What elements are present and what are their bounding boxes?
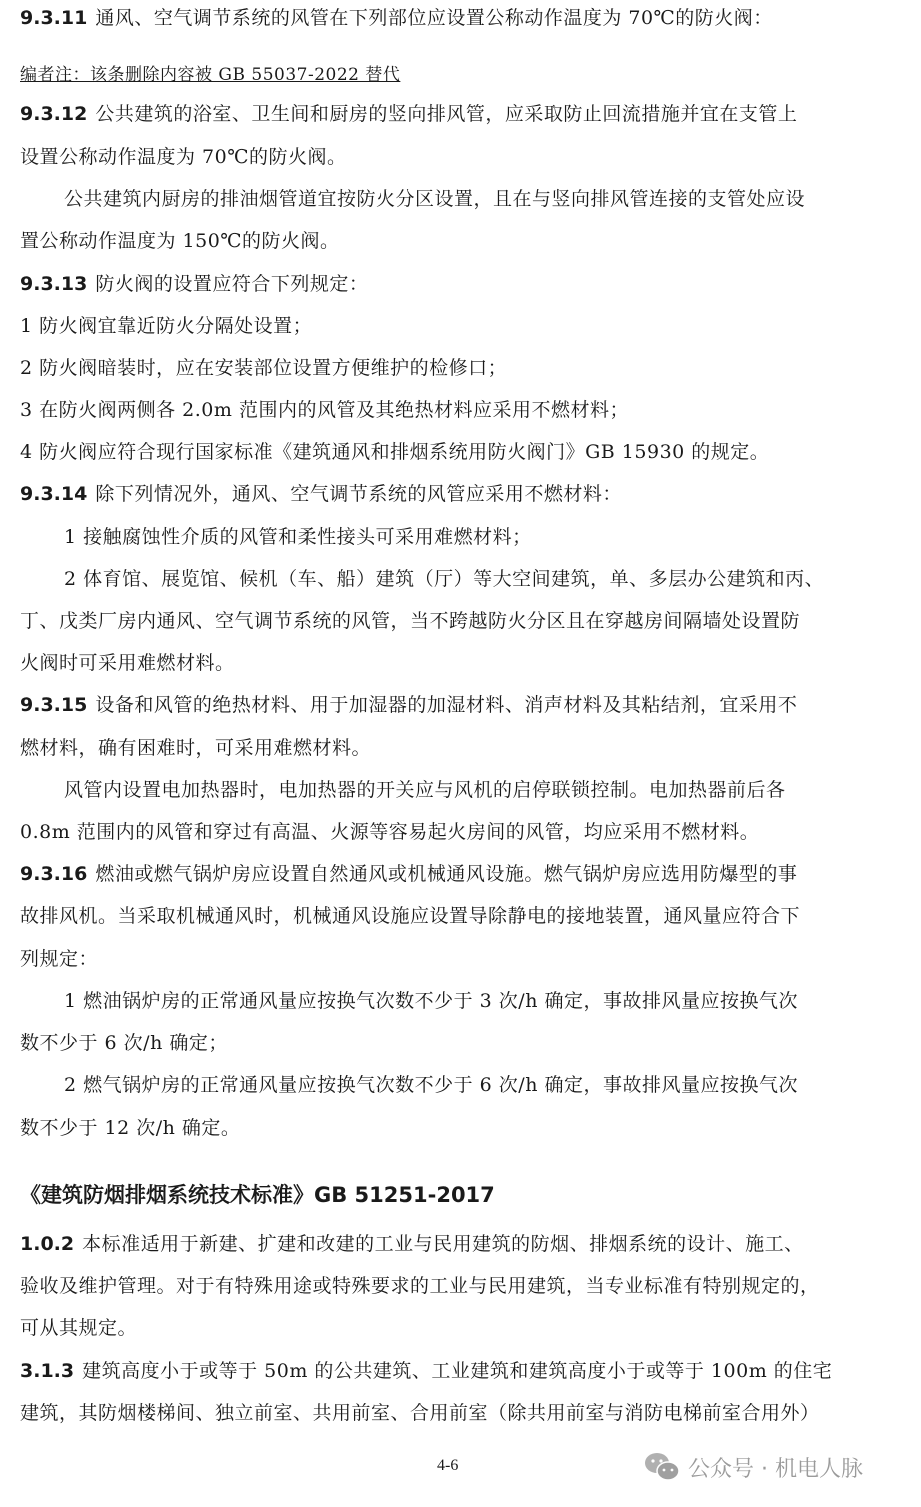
clause-line bbox=[20, 862, 890, 886]
clause-line bbox=[20, 1359, 890, 1383]
text-line bbox=[64, 989, 921, 1013]
text-line bbox=[20, 904, 890, 928]
wechat-icon bbox=[644, 1452, 680, 1482]
text-line bbox=[20, 609, 890, 633]
text-line bbox=[64, 525, 921, 549]
text-line bbox=[20, 314, 890, 338]
line-text: 公共建筑内厨房的排油烟管道宜按防火分区设置，且在与竖向排风管连接的支管处应设 bbox=[64, 188, 806, 210]
line-text: 列规定： bbox=[20, 948, 99, 970]
line-text: 建筑，其防烟楼梯间、独立前室、共用前室、合用前室（除共用前室与消防电梯前室合用外） bbox=[20, 1402, 820, 1424]
line-text: 燃油或燃气锅炉房应设置自然通风或机械通风设施。燃气锅炉房应选用防爆型的事 bbox=[95, 863, 798, 885]
line-text: 公共建筑的浴室、卫生间和厨房的竖向排风管，应采取防止回流措施并宜在支管上 bbox=[95, 103, 798, 125]
text-line bbox=[20, 1116, 890, 1140]
section-heading: 《建筑防烟排烟系统技术标准》GB 51251-2017 bbox=[20, 1183, 495, 1207]
text-line bbox=[20, 1316, 890, 1340]
watermark bbox=[644, 1452, 863, 1482]
line-text: 1 燃油锅炉房的正常通风量应按换气次数不少于 3 次/h 确定，事故排风量应按换气次 bbox=[64, 990, 798, 1012]
text-line bbox=[20, 356, 890, 380]
line-text: 1 防火阀宜靠近防火分隔处设置； bbox=[20, 315, 313, 337]
text-line bbox=[64, 187, 921, 211]
line-text: 设置公称动作温度为 70℃的防火阀。 bbox=[20, 146, 347, 168]
text-line bbox=[20, 820, 890, 844]
line-text: 丁、戊类厂房内通风、空气调节系统的风管，当不跨越防火分区且在穿越房间隔墙处设置防 bbox=[20, 610, 801, 632]
line-text: 2 体育馆、展览馆、候机（车、船）建筑（厅）等大空间建筑，单、多层办公建筑和丙、 bbox=[64, 568, 825, 590]
text-line bbox=[20, 229, 890, 253]
text-line bbox=[64, 1073, 921, 1097]
text-line bbox=[20, 651, 890, 675]
line-text: 除下列情况外，通风、空气调节系统的风管应采用不燃材料： bbox=[95, 483, 622, 505]
clause-number: 9.3.16 bbox=[20, 863, 88, 885]
text-line bbox=[20, 398, 890, 422]
line-text: 燃材料，确有困难时，可采用难燃材料。 bbox=[20, 737, 372, 759]
clause-line bbox=[20, 6, 890, 30]
text-line bbox=[20, 1031, 890, 1055]
text-line bbox=[20, 1274, 890, 1298]
clause-line bbox=[20, 1232, 890, 1256]
text-line bbox=[20, 1401, 890, 1425]
clause-number: 1.0.2 bbox=[20, 1233, 75, 1255]
line-text: 0.8m 范围内的风管和穿过有高温、火源等容易起火房间的风管，均应采用不燃材料。 bbox=[20, 821, 760, 843]
clause-line bbox=[20, 693, 890, 717]
clause-line bbox=[20, 482, 890, 506]
line-text: 1 接触腐蚀性介质的风管和柔性接头可采用难燃材料； bbox=[64, 526, 532, 548]
line-text: 防火阀的设置应符合下列规定： bbox=[95, 273, 369, 295]
line-text: 验收及维护管理。对于有特殊用途或特殊要求的工业与民用建筑，当专业标准有特别规定的， bbox=[20, 1275, 820, 1297]
line-text: 本标准适用于新建、扩建和改建的工业与民用建筑的防烟、排烟系统的设计、施工、 bbox=[82, 1233, 804, 1255]
line-text: 数不少于 6 次/h 确定； bbox=[20, 1032, 228, 1054]
clause-number: 9.3.15 bbox=[20, 694, 88, 716]
clause-number: 3.1.3 bbox=[20, 1360, 75, 1382]
clause-number: 9.3.14 bbox=[20, 483, 88, 505]
line-text: 建筑高度小于或等于 50m 的公共建筑、工业建筑和建筑高度小于或等于 100m 的住宅 bbox=[82, 1360, 833, 1382]
line-text: 2 燃气锅炉房的正常通风量应按换气次数不少于 6 次/h 确定，事故排风量应按换气次 bbox=[64, 1074, 798, 1096]
clause-number: 9.3.12 bbox=[20, 103, 88, 125]
line-text: 可从其规定。 bbox=[20, 1317, 138, 1339]
line-text: 编者注：该条删除内容被 GB 55037-2022 替代 bbox=[20, 65, 401, 85]
line-text: 置公称动作温度为 150℃的防火阀。 bbox=[20, 230, 340, 252]
text-line bbox=[20, 736, 890, 760]
line-text: 风管内设置电加热器时，电加热器的开关应与风机的启停联锁控制。电加热器前后各 bbox=[64, 779, 786, 801]
text-line bbox=[20, 440, 890, 464]
line-text: 数不少于 12 次/h 确定。 bbox=[20, 1117, 241, 1139]
text-line bbox=[20, 947, 890, 971]
clause-number: 9.3.11 bbox=[20, 7, 88, 29]
line-text: 3 在防火阀两侧各 2.0m 范围内的风管及其绝热材料应采用不燃材料； bbox=[20, 399, 629, 421]
line-text: 通风、空气调节系统的风管在下列部位应设置公称动作温度为 70℃的防火阀： bbox=[95, 7, 773, 29]
line-text: 故排风机。当采取机械通风时，机械通风设施应设置导除静电的接地装置，通风量应符合下 bbox=[20, 905, 801, 927]
editor-note bbox=[20, 62, 890, 87]
line-text: 4 防火阀应符合现行国家标准《建筑通风和排烟系统用防火阀门》GB 15930 的规定。 bbox=[20, 441, 770, 463]
page-number: 4-6 bbox=[437, 1457, 459, 1474]
line-text: 设备和风管的绝热材料、用于加湿器的加湿材料、消声材料及其粘结剂，宜采用不 bbox=[95, 694, 798, 716]
text-line bbox=[20, 145, 890, 169]
line-text: 火阀时可采用难燃材料。 bbox=[20, 652, 235, 674]
text-line bbox=[64, 567, 921, 591]
clause-line bbox=[20, 272, 890, 296]
clause-line bbox=[20, 102, 890, 126]
line-text: 2 防火阀暗装时，应在安装部位设置方便维护的检修口； bbox=[20, 357, 508, 379]
text-line bbox=[64, 778, 921, 802]
clause-number: 9.3.13 bbox=[20, 273, 88, 295]
watermark-text: 公众号 · 机电人脉 bbox=[688, 1456, 863, 1482]
